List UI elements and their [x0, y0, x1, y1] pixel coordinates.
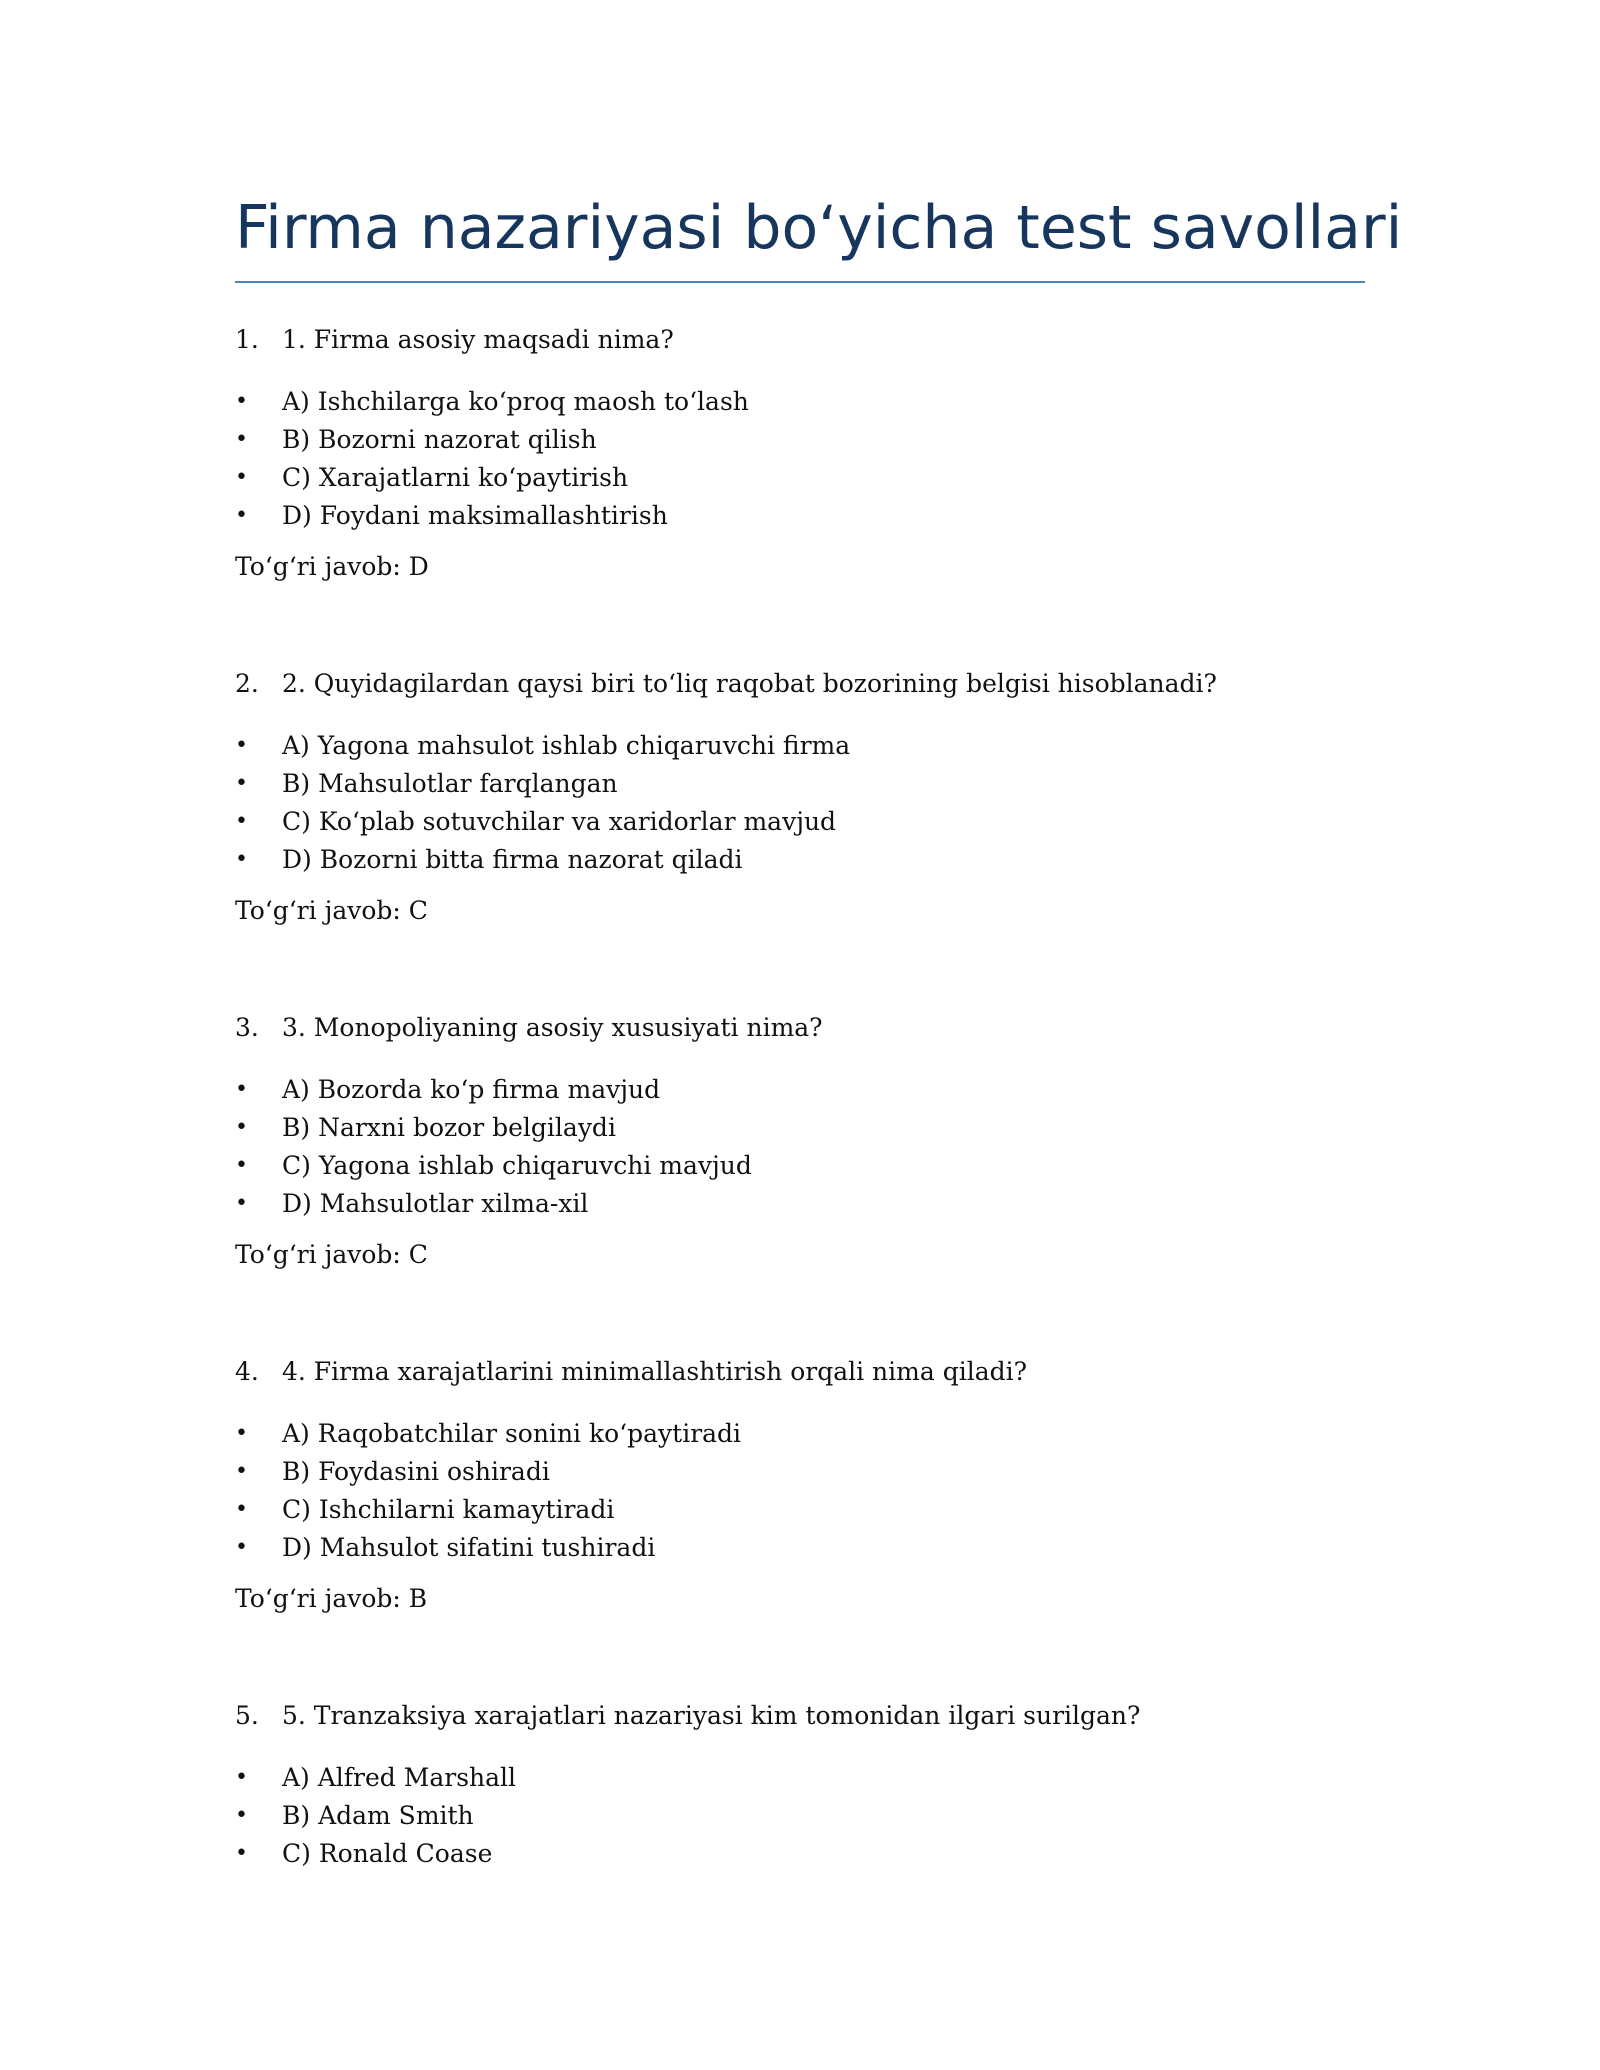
question-number: 1.	[235, 325, 259, 354]
bullet-icon: •	[235, 1115, 248, 1140]
option-text: D) Bozorni bitta firma nazorat qiladi	[282, 845, 743, 874]
option-text: C) Xarajatlarni ko‘paytirish	[282, 463, 629, 492]
question-number: 5.	[235, 1701, 259, 1730]
question-number: 4.	[235, 1357, 259, 1386]
question-text: 5. Tranzaksiya xarajatlari nazariyasi kim tomonidan ilgari surilgan?	[282, 1701, 1141, 1730]
option-text: C) Ronald Coase	[282, 1839, 493, 1868]
question-text: 4. Firma xarajatlarini minimallashtirish orqali nima qiladi?	[282, 1357, 1028, 1386]
question-number: 2.	[235, 669, 259, 698]
bullet-icon: •	[235, 1803, 248, 1828]
option-text: D) Mahsulot sifatini tushiradi	[282, 1533, 656, 1562]
bullet-icon: •	[235, 389, 248, 414]
question-text: 2. Quyidagilardan qaysi biri to‘liq raqobat bozorining belgisi hisoblanadi?	[282, 669, 1217, 698]
correct-answer: To‘g‘ri javob: B	[235, 1584, 428, 1613]
option-text: C) Ishchilarni kamaytiradi	[282, 1495, 615, 1524]
option-text: A) Bozorda ko‘p firma mavjud	[282, 1075, 661, 1104]
correct-answer: To‘g‘ri javob: C	[235, 896, 428, 925]
bullet-icon: •	[235, 1077, 248, 1102]
bullet-icon: •	[235, 503, 248, 528]
correct-answer: To‘g‘ri javob: D	[235, 552, 429, 581]
bullet-icon: •	[235, 771, 248, 796]
option-text: B) Mahsulotlar farqlangan	[282, 769, 618, 798]
option-text: A) Yagona mahsulot ishlab chiqaruvchi firma	[282, 731, 851, 760]
bullet-icon: •	[235, 465, 248, 490]
bullet-icon: •	[235, 809, 248, 834]
option-text: A) Ishchilarga ko‘proq maosh to‘lash	[282, 387, 749, 416]
question-5	[235, 1694, 1365, 2038]
option-text: A) Raqobatchilar sonini ko‘paytiradi	[282, 1419, 742, 1448]
option-text: B) Adam Smith	[282, 1801, 474, 1830]
question-3	[235, 1006, 1365, 1350]
bullet-icon: •	[235, 427, 248, 452]
option-text: C) Ko‘plab sotuvchilar va xaridorlar mavjud	[282, 807, 837, 836]
option-text: B) Bozorni nazorat qilish	[282, 425, 597, 454]
bullet-icon: •	[235, 1841, 248, 1866]
bullet-icon: •	[235, 1765, 248, 1790]
bullet-icon: •	[235, 1421, 248, 1446]
bullet-icon: •	[235, 1497, 248, 1522]
option-text: D) Mahsulotlar xilma-xil	[282, 1189, 589, 1218]
option-text: B) Foydasini oshiradi	[282, 1457, 550, 1486]
question-2	[235, 662, 1365, 1006]
bullet-icon: •	[235, 1535, 248, 1560]
question-list	[235, 318, 1365, 2038]
question-text: 1. Firma asosiy maqsadi nima?	[282, 325, 674, 354]
option-text: C) Yagona ishlab chiqaruvchi mavjud	[282, 1151, 752, 1180]
bullet-icon: •	[235, 1459, 248, 1484]
question-number: 3.	[235, 1013, 259, 1042]
option-text: A) Alfred Marshall	[282, 1763, 517, 1792]
question-4	[235, 1350, 1365, 1694]
question-text: 3. Monopoliyaning asosiy xususiyati nima?	[282, 1013, 823, 1042]
correct-answer: To‘g‘ri javob: C	[235, 1240, 428, 1269]
option-text: D) Foydani maksimallashtirish	[282, 501, 668, 530]
document-title: Firma nazariyasi bo‘yicha test savollari	[235, 193, 1403, 263]
option-text: B) Narxni bozor belgilaydi	[282, 1113, 616, 1142]
bullet-icon: •	[235, 1191, 248, 1216]
bullet-icon: •	[235, 1153, 248, 1178]
bullet-icon: •	[235, 733, 248, 758]
title-underline	[235, 281, 1365, 283]
bullet-icon: •	[235, 847, 248, 872]
question-1	[235, 318, 1365, 662]
